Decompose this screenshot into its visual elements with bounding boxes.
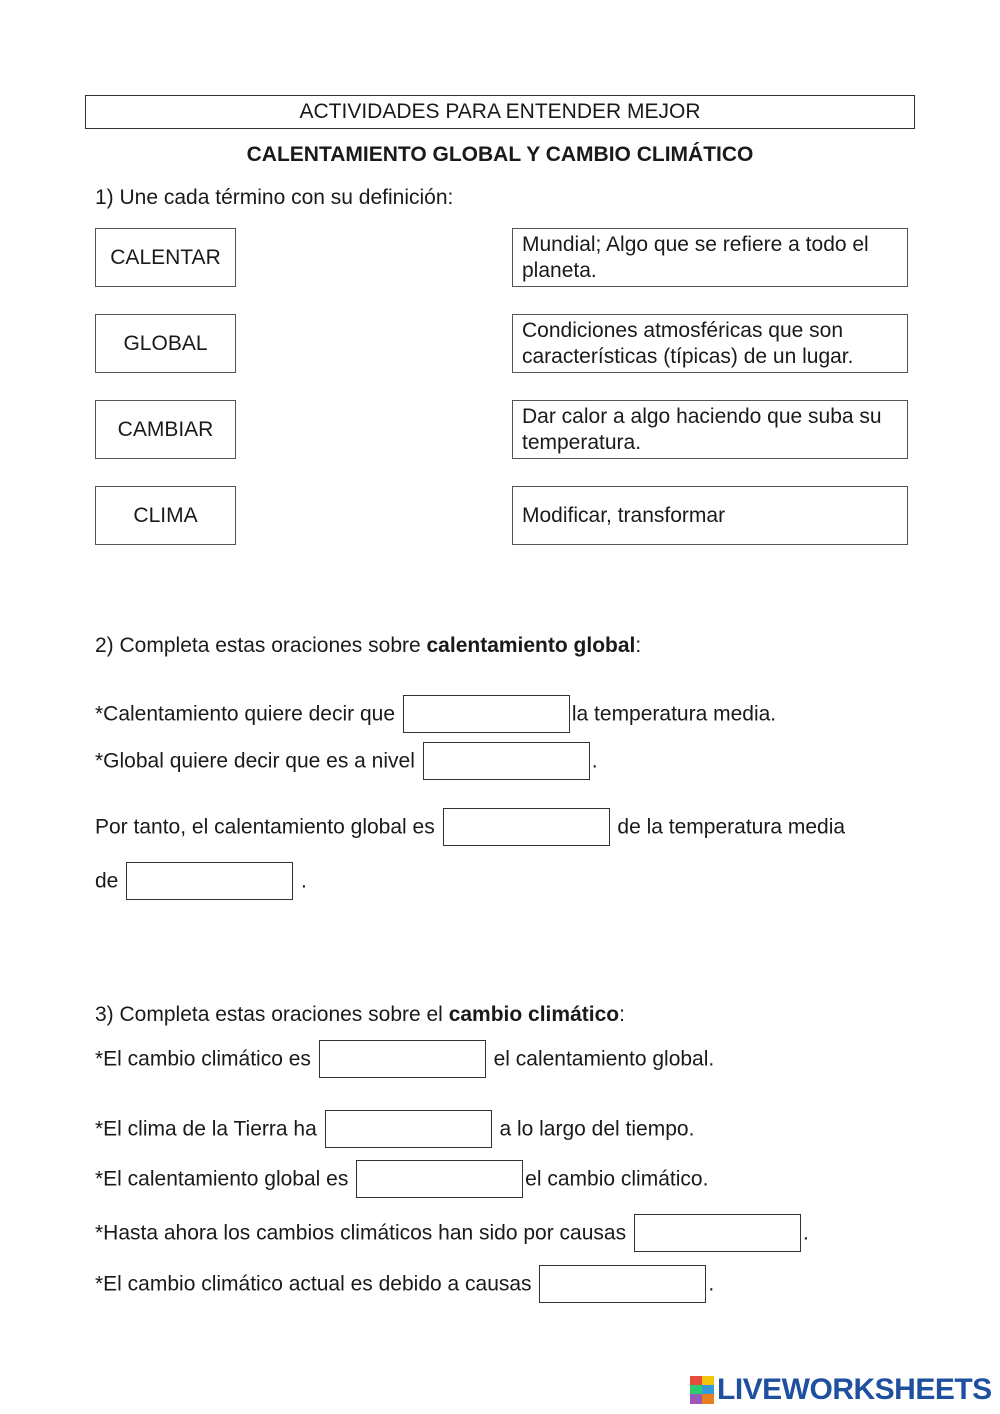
sentence-line [95,695,776,733]
section3-prompt-bold: cambio climático [448,1003,620,1026]
answer-blank[interactable] [356,1160,523,1198]
sentence-text: *Calentamiento quiere decir que [95,702,396,726]
logo-block [690,1385,702,1394]
logo-block [690,1376,702,1385]
sentence-line [95,808,845,846]
liveworksheets-logo-icon [690,1376,714,1404]
section2-prompt-text: 2) Completa estas oraciones sobre [95,634,427,657]
section2-prompt-end: : [635,634,642,657]
sentence-text: Por tanto, el calentamiento global es [95,815,435,839]
sentence-line [95,1160,708,1198]
section3-prompt [95,1003,625,1027]
section2-prompt-bold: calentamiento global [426,634,636,657]
sentence-line [95,1040,714,1078]
liveworksheets-logo[interactable] [690,1372,992,1408]
sentence-text: *Global quiere decir que es a nivel [95,749,415,773]
sentence-line [95,742,598,780]
answer-blank[interactable] [403,695,570,733]
sentence-text: *El cambio climático actual es debido a causas [95,1272,532,1296]
section2-prompt [95,634,641,658]
sentence-text: *El cambio climático es [95,1047,311,1071]
section1-prompt: 1) Une cada término con su definición: [95,186,454,209]
brand-name: LIVEWORKSHEETS [717,1373,992,1406]
sentence-text: la temperatura media. [571,702,777,726]
answer-blank[interactable] [539,1265,706,1303]
sentence-text: *El calentamiento global es [95,1167,349,1191]
logo-block [702,1376,714,1385]
sentence-line [95,1214,809,1252]
sentence-text: de la temperatura media [617,815,846,839]
worksheet-title: ACTIVIDADES PARA ENTENDER MEJOR [85,95,915,129]
logo-block [702,1394,714,1404]
sentence-text: . [802,1221,809,1245]
answer-blank[interactable] [443,808,610,846]
definition-box[interactable]: Condiciones atmosféricas que son características (típicas) de un lugar. [512,314,908,373]
definition-box[interactable]: Dar calor a algo haciendo que suba su temperatura. [512,400,908,459]
term-box[interactable]: CLIMA [95,486,236,545]
term-box[interactable]: CALENTAR [95,228,236,287]
definition-box[interactable]: Mundial; Algo que se refiere a todo el planeta. [512,228,908,287]
section3-prompt-text: 3) Completa estas oraciones sobre el [95,1003,449,1026]
logo-block [690,1394,702,1404]
sentence-text: . [301,869,307,893]
sentence-text: *El clima de la Tierra ha [95,1117,317,1141]
sentence-line [95,862,307,900]
term-box[interactable]: GLOBAL [95,314,236,373]
answer-blank[interactable] [126,862,293,900]
sentence-text: . [591,749,598,773]
sentence-line [95,1110,694,1148]
logo-block [702,1385,714,1394]
sentence-text: *Hasta ahora los cambios climáticos han sido por causas [95,1221,627,1245]
section3-prompt-end: : [619,1003,625,1026]
answer-blank[interactable] [325,1110,492,1148]
sentence-text: el calentamiento global. [493,1047,715,1071]
definition-box[interactable]: Modificar, transformar [512,486,908,545]
sentence-text: . [708,1272,715,1296]
answer-blank[interactable] [634,1214,801,1252]
term-box[interactable]: CAMBIAR [95,400,236,459]
worksheet-subtitle: CALENTAMIENTO GLOBAL Y CAMBIO CLIMÁTICO [246,143,754,166]
sentence-text: el cambio climático. [525,1167,709,1191]
answer-blank[interactable] [423,742,590,780]
sentence-text: a lo largo del tiempo. [499,1117,695,1141]
sentence-text: de [95,869,119,893]
answer-blank[interactable] [319,1040,486,1078]
sentence-line [95,1265,714,1303]
